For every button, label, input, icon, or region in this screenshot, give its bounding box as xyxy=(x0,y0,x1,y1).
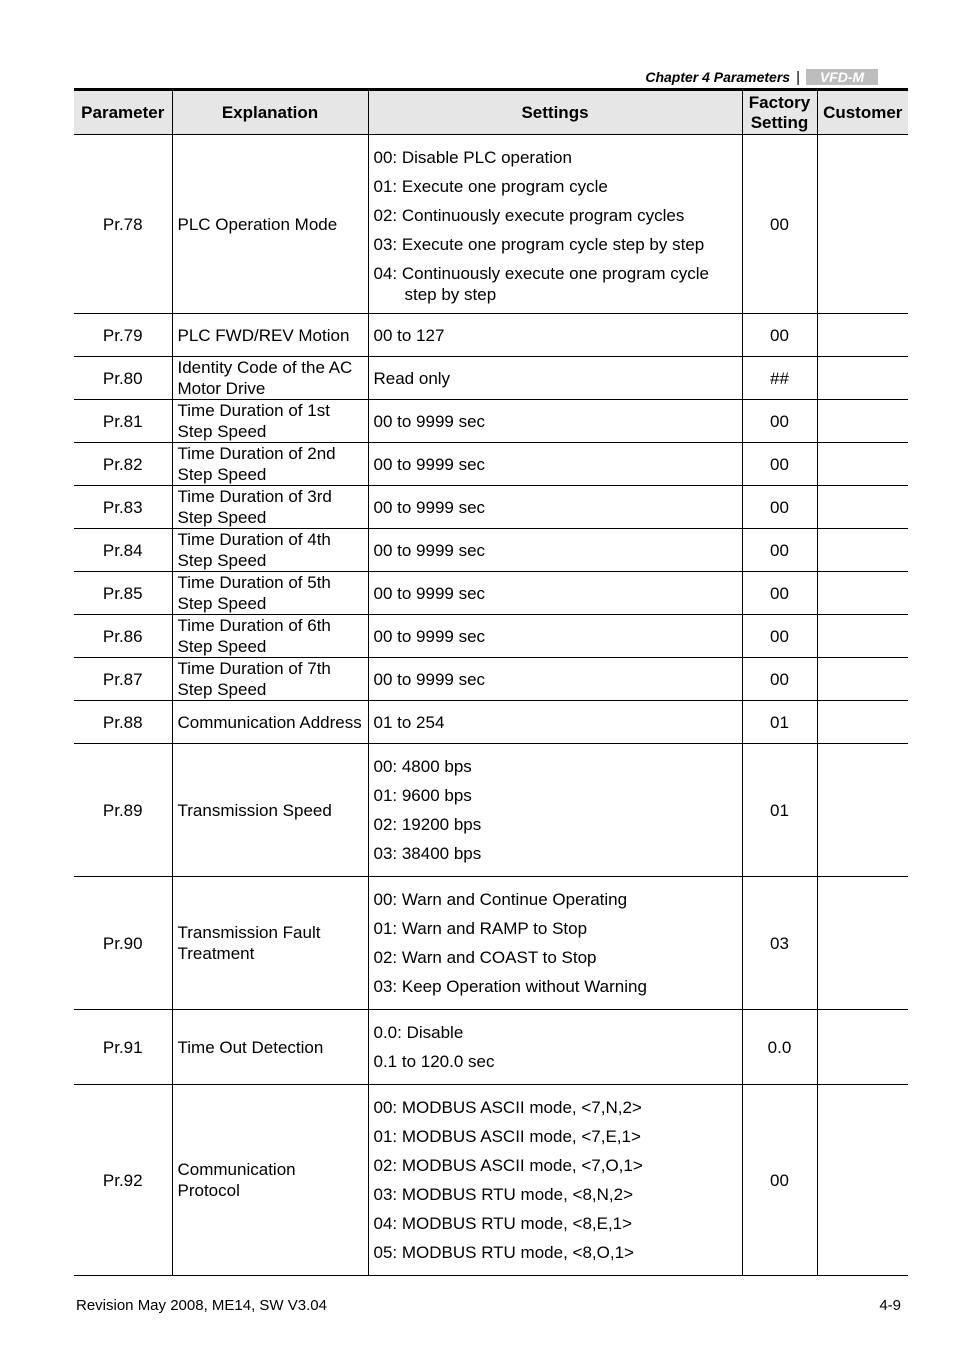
customer-cell xyxy=(817,1085,908,1276)
header-separator: | xyxy=(796,68,800,86)
customer-cell xyxy=(817,529,908,572)
setting-option: 03: MODBUS RTU mode, <8,N,2> xyxy=(373,1185,634,1204)
customer-cell xyxy=(817,877,908,1010)
settings-cell xyxy=(368,1010,742,1085)
header-factory-setting: Factory Setting xyxy=(742,90,817,135)
customer-cell xyxy=(817,1010,908,1085)
customer-cell xyxy=(817,314,908,357)
revision-footer: Revision May 2008, ME14, SW V3.04 xyxy=(76,1297,327,1314)
table-row xyxy=(74,135,908,314)
explanation-cell: Transmission Fault Treatment xyxy=(172,877,368,1010)
factory-setting-cell: 01 xyxy=(742,701,817,744)
explanation-cell: Time Duration of 6th Step Speed xyxy=(172,615,368,658)
customer-cell xyxy=(817,357,908,400)
param-cell: Pr.79 xyxy=(74,314,172,357)
table-row xyxy=(74,572,908,615)
table-row xyxy=(74,357,908,400)
explanation-cell: Time Duration of 4th Step Speed xyxy=(172,529,368,572)
setting-option: 01: MODBUS ASCII mode, <7,E,1> xyxy=(373,1127,641,1146)
setting-option: 05: MODBUS RTU mode, <8,O,1> xyxy=(373,1243,634,1262)
customer-cell xyxy=(817,443,908,486)
factory-setting-cell: 0.0 xyxy=(742,1010,817,1085)
customer-cell xyxy=(817,615,908,658)
setting-option: 01: 9600 bps xyxy=(373,786,472,805)
factory-setting-cell: 00 xyxy=(742,658,817,701)
param-cell: Pr.89 xyxy=(74,744,172,877)
settings-cell xyxy=(368,744,742,877)
param-cell: Pr.82 xyxy=(74,443,172,486)
factory-setting-cell: 00 xyxy=(742,314,817,357)
setting-option: 0.0: Disable xyxy=(373,1023,464,1042)
table-row xyxy=(74,1085,908,1276)
setting-option: 02: MODBUS ASCII mode, <7,O,1> xyxy=(373,1156,643,1175)
explanation-cell: Time Duration of 7th Step Speed xyxy=(172,658,368,701)
factory-setting-cell: ## xyxy=(742,357,817,400)
table-row xyxy=(74,443,908,486)
table-row xyxy=(74,529,908,572)
factory-setting-cell: 00 xyxy=(742,135,817,314)
explanation-cell: Time Duration of 2nd Step Speed xyxy=(172,443,368,486)
table-header-row xyxy=(74,90,908,135)
param-cell: Pr.86 xyxy=(74,615,172,658)
page-header xyxy=(645,66,878,88)
setting-option-continuation: step by step xyxy=(404,285,497,304)
explanation-cell: PLC Operation Mode xyxy=(172,135,368,314)
settings-cell: 00 to 9999 sec xyxy=(368,486,742,529)
customer-cell xyxy=(817,701,908,744)
param-cell: Pr.92 xyxy=(74,1085,172,1276)
param-cell: Pr.85 xyxy=(74,572,172,615)
header-explanation: Explanation xyxy=(172,90,368,135)
factory-setting-cell: 00 xyxy=(742,443,817,486)
explanation-cell: Communication Address xyxy=(172,701,368,744)
table-row xyxy=(74,1010,908,1085)
chapter-title: Chapter 4 Parameters xyxy=(645,69,791,85)
svg-text:VFD-M: VFD-M xyxy=(819,69,865,85)
param-cell: Pr.90 xyxy=(74,877,172,1010)
setting-option: 01: Warn and RAMP to Stop xyxy=(373,919,588,938)
table-row xyxy=(74,615,908,658)
settings-cell: 00 to 127 xyxy=(368,314,742,357)
settings-cell: 00 to 9999 sec xyxy=(368,400,742,443)
setting-option: 04: MODBUS RTU mode, <8,E,1> xyxy=(373,1214,633,1233)
settings-cell: 00 to 9999 sec xyxy=(368,658,742,701)
setting-option: 00: 4800 bps xyxy=(373,757,472,776)
table-row xyxy=(74,744,908,877)
setting-option: 03: Keep Operation without Warning xyxy=(373,977,647,996)
factory-setting-cell: 00 xyxy=(742,615,817,658)
explanation-cell: PLC FWD/REV Motion xyxy=(172,314,368,357)
settings-cell: 00 to 9999 sec xyxy=(368,529,742,572)
setting-option: 00: Warn and Continue Operating xyxy=(373,890,628,909)
customer-cell xyxy=(817,658,908,701)
factory-setting-cell: 00 xyxy=(742,1085,817,1276)
param-cell: Pr.78 xyxy=(74,135,172,314)
page-number: 4-9 xyxy=(879,1297,901,1314)
setting-option: 03: Execute one program cycle step by step xyxy=(373,235,705,254)
setting-option: 0.1 to 120.0 sec xyxy=(373,1052,495,1071)
customer-cell xyxy=(817,572,908,615)
explanation-cell: Time Out Detection xyxy=(172,1010,368,1085)
header-settings: Settings xyxy=(368,90,742,135)
explanation-cell: Time Duration of 3rd Step Speed xyxy=(172,486,368,529)
param-cell: Pr.80 xyxy=(74,357,172,400)
setting-option: 02: Warn and COAST to Stop xyxy=(373,948,597,967)
table-row xyxy=(74,701,908,744)
setting-option: 00: MODBUS ASCII mode, <7,N,2> xyxy=(373,1098,642,1117)
customer-cell xyxy=(817,135,908,314)
table-row xyxy=(74,400,908,443)
settings-cell: 00 to 9999 sec xyxy=(368,615,742,658)
settings-cell xyxy=(368,1085,742,1276)
factory-setting-cell: 00 xyxy=(742,486,817,529)
settings-cell: 01 to 254 xyxy=(368,701,742,744)
param-cell: Pr.83 xyxy=(74,486,172,529)
setting-option xyxy=(374,263,737,305)
param-cell: Pr.91 xyxy=(74,1010,172,1085)
factory-setting-cell: 00 xyxy=(742,529,817,572)
setting-option-text: 04: Continuously execute one program cycle xyxy=(373,264,709,283)
customer-cell xyxy=(817,400,908,443)
setting-option: 02: 19200 bps xyxy=(373,815,482,834)
settings-cell: Read only xyxy=(368,357,742,400)
setting-option: 03: 38400 bps xyxy=(373,844,482,863)
param-cell: Pr.81 xyxy=(74,400,172,443)
header-parameter: Parameter xyxy=(74,90,172,135)
table-row xyxy=(74,314,908,357)
setting-option: 02: Continuously execute program cycles xyxy=(373,206,685,225)
param-cell: Pr.87 xyxy=(74,658,172,701)
explanation-cell: Transmission Speed xyxy=(172,744,368,877)
factory-setting-cell: 00 xyxy=(742,572,817,615)
setting-option: 00: Disable PLC operation xyxy=(373,148,572,167)
factory-setting-cell: 03 xyxy=(742,877,817,1010)
vfd-m-logo xyxy=(806,69,878,85)
settings-cell xyxy=(368,877,742,1010)
settings-cell: 00 to 9999 sec xyxy=(368,572,742,615)
param-cell: Pr.84 xyxy=(74,529,172,572)
table-row xyxy=(74,486,908,529)
table-row xyxy=(74,658,908,701)
settings-cell: 00 to 9999 sec xyxy=(368,443,742,486)
customer-cell xyxy=(817,744,908,877)
param-cell: Pr.88 xyxy=(74,701,172,744)
factory-setting-cell: 00 xyxy=(742,400,817,443)
setting-option: 01: Execute one program cycle xyxy=(373,177,608,196)
customer-cell xyxy=(817,486,908,529)
parameter-table xyxy=(74,88,908,1276)
explanation-cell: Identity Code of the AC Motor Drive xyxy=(172,357,368,400)
factory-setting-cell: 01 xyxy=(742,744,817,877)
explanation-cell: Time Duration of 1st Step Speed xyxy=(172,400,368,443)
explanation-cell: Communication Protocol xyxy=(172,1085,368,1276)
header-customer: Customer xyxy=(817,90,908,135)
settings-cell xyxy=(368,135,742,314)
table-row xyxy=(74,877,908,1010)
explanation-cell: Time Duration of 5th Step Speed xyxy=(172,572,368,615)
